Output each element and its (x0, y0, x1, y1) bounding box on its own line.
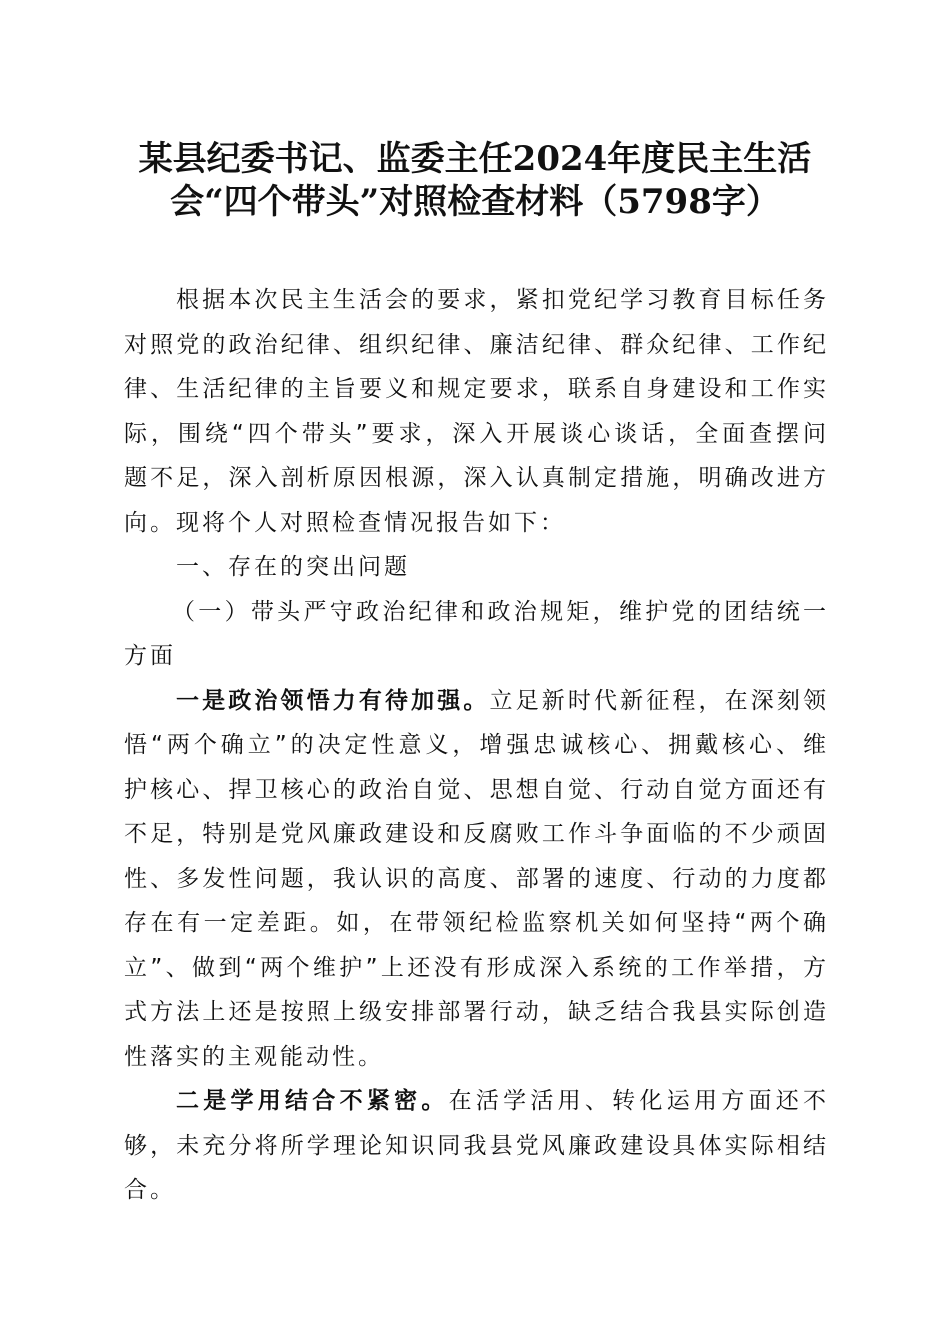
section-heading: 一、存在的突出问题 (176, 554, 410, 580)
document-body (124, 278, 829, 1213)
item-2-text: 在活学活用、转化运用方面还不够，未充分将所学理论知识同我县党风廉政建设具体实际相结合。 (124, 1088, 830, 1203)
subsection-heading: （一）带头严守政治纪律和政治规矩，维护党的团结统一方面 (124, 598, 829, 669)
intro-paragraph: 根据本次民主生活会的要求，紧扣党纪学习教育目标任务对照党的政治纪律、组织纪律、廉洁纪律、群众纪律、工作纪律、生活纪律的主旨要义和规定要求，联系自身建设和工作实际，围绕“四个带头”要求，深入开展谈心谈话，全面查摆问题不足，深入剖析原因根源，深入认真制定措施，明确改进方向。现将个人对照检查情况报告如下： (124, 287, 829, 536)
title-line-1: 某县纪委书记、监委主任2024年度民主生活 (138, 139, 812, 179)
item-1-paragraph (124, 679, 829, 1080)
title-line-2: 会“四个带头”对照检查材料（5798字） (170, 182, 780, 222)
item-1-lead: 一是政治领悟力有待加强。 (176, 687, 490, 714)
item-1-text: 立足新时代新征程，在深刻领悟“两个确立”的决定性意义，增强忠诚核心、拥戴核心、维护核心、捍卫核心的政治自觉、思想自觉、行动自觉方面还有不足，特别是党风廉政建设和反腐败工作斗争面临的不少顽固性、多发性问题，我认识的高度、部署的速度、行动的力度都存在有一定差距。如，在带领纪检监察机关如何坚持“两个确立”、做到“两个维护”上还没有形成深入系统的工作举措，方式方法上还是按照上级安排部署行动，缺乏结合我县实际创造性落实的主观能动性。 (124, 687, 829, 1070)
item-2-lead: 二是学用结合不紧密。 (176, 1088, 449, 1114)
item-2-paragraph (124, 1079, 829, 1213)
document-title (100, 138, 850, 224)
